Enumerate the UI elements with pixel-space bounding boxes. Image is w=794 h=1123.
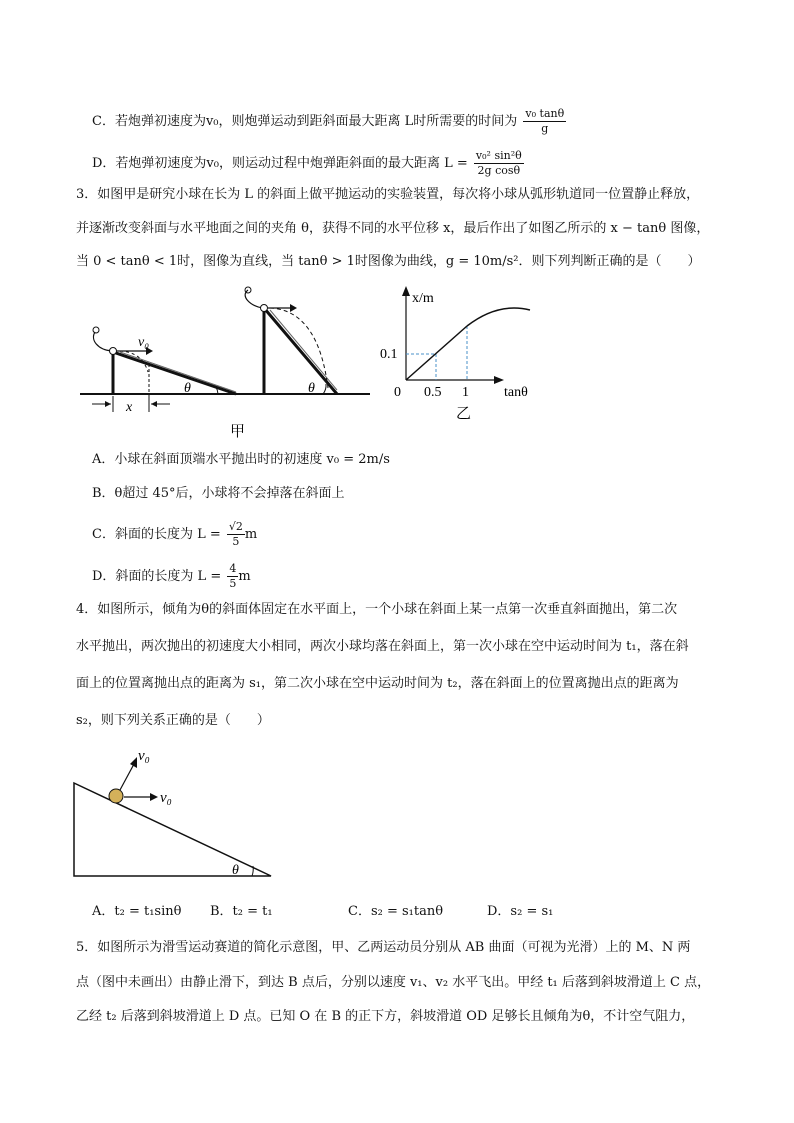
q3-option-d-text: D．斜面的长度为 L = bbox=[92, 569, 222, 584]
q4-line-1: 4．如图所示，倾角为θ的斜面体固定在水平面上，一个小球在斜面上某一点第一次垂直斜面抛出，第二次 bbox=[76, 602, 678, 617]
q5-line-2: 点（图中未画出）由静止滑下，到达 B 点后，分别以速度 v₁、v₂ 水平飞出。甲经 t₁ 后落到斜坡滑道上 C 点， bbox=[76, 975, 711, 990]
q3-option-c-numerator: √2 bbox=[228, 520, 243, 533]
q5-line-1: 5．如图所示为滑雪运动赛道的简化示意图，甲、乙两运动员分别从 AB 曲面（可视为光滑）上的 M、N 两 bbox=[76, 940, 691, 955]
q3-option-a: A．小球在斜面顶端水平抛出时的初速度 v₀ = 2m/s bbox=[92, 452, 390, 467]
q4-line-4: s₂，则下列关系正确的是（ ） bbox=[76, 713, 270, 728]
left-incline bbox=[113, 352, 236, 394]
perpendicular-v0-label: v₀ bbox=[138, 748, 150, 764]
graph-origin-label: 0 bbox=[394, 385, 401, 400]
graph-y-arrowhead bbox=[402, 286, 410, 296]
left-ball bbox=[110, 348, 117, 355]
graph-x-tick-0.5: 0.5 bbox=[424, 385, 442, 400]
q5-line-3: 乙经 t₂ 后落到斜坡滑道上 D 点。已知 O 在 B 的正下方，斜坡滑道 OD 足够长且倾角为θ，不计空气阻力， bbox=[76, 1009, 695, 1024]
q4-option-d: D．s₂ = s₁ bbox=[487, 904, 554, 919]
q3-line-3: 当 0 < tanθ < 1时，图像为直线，当 tanθ > 1时图像为曲线，g = 10m/s²．则下列判断正确的是（ ） bbox=[76, 254, 701, 269]
x-dim-right-arrowhead bbox=[151, 401, 157, 407]
graph-x-label: tanθ bbox=[504, 385, 528, 400]
incline-theta-label: θ bbox=[232, 863, 239, 878]
q3-option-d-numerator: 4 bbox=[229, 562, 237, 575]
perpendicular-velocity-arrow bbox=[120, 764, 134, 790]
graph-x-arrowhead bbox=[494, 376, 504, 384]
q3-option-c-fraction bbox=[227, 520, 245, 549]
q2-option-c-denominator: g bbox=[541, 122, 549, 135]
q3-option-b: B．θ超过 45°后，小球将不会掉落在斜面上 bbox=[92, 486, 345, 501]
q2-option-c-text: C．若炮弹初速度为v₀，则炮弹运动到距斜面最大距离 L时所需要的时间为 bbox=[92, 114, 518, 129]
graph-x-tick-1: 1 bbox=[462, 385, 469, 400]
q3-option-c-text: C．斜面的长度为 L = bbox=[92, 527, 221, 542]
q3-line-1: 3．如图甲是研究小球在长为 L 的斜面上做平抛运动的实验装置，每次将小球从弧形轨道同一位置静止释放， bbox=[76, 187, 700, 202]
left-release-point bbox=[93, 327, 99, 333]
ball bbox=[109, 789, 123, 803]
q2-option-c-fraction bbox=[523, 107, 566, 136]
q2-option-c-numerator: v₀ tanθ bbox=[525, 107, 565, 120]
right-velocity-arrowhead bbox=[290, 304, 297, 312]
q2-option-d-text: D．若炮弹初速度为v₀，则运动过程中炮弹距斜面的最大距离 L = bbox=[92, 156, 468, 171]
q3-option-c-unit: m bbox=[244, 527, 258, 542]
x-dim-left-arrowhead bbox=[105, 401, 111, 407]
q2-option-d-numerator: v₀² sin²θ bbox=[475, 149, 522, 162]
q3-figure-yi-graph bbox=[378, 282, 548, 422]
q4-option-b: B．t₂ = t₁ bbox=[210, 904, 273, 919]
x-dim-label: x bbox=[126, 400, 133, 415]
q2-option-d-denominator: 2g cosθ bbox=[477, 164, 521, 177]
q3-option-c bbox=[92, 520, 257, 549]
q3-option-d-unit: m bbox=[238, 569, 251, 584]
graph-curve-segment bbox=[467, 308, 530, 326]
right-ball bbox=[261, 305, 268, 312]
right-incline bbox=[264, 308, 337, 394]
q3-option-d-denominator: 5 bbox=[229, 577, 237, 590]
graph-y-label: x/m bbox=[412, 291, 434, 306]
left-arc-track bbox=[94, 332, 112, 351]
q3-line-2: 并逐渐改变斜面与水平地面之间的夹角 θ，获得不同的水平位移 x，最后作出了如图乙所示的 x − tanθ 图像， bbox=[76, 221, 710, 236]
right-theta-label: θ bbox=[308, 381, 315, 396]
figure-jia-caption: 甲 bbox=[230, 424, 246, 440]
q3-figure-jia bbox=[80, 280, 380, 440]
q4-option-c: C．s₂ = s₁tanθ bbox=[348, 904, 444, 919]
left-incline-edge bbox=[120, 352, 236, 392]
left-v0-label: v₀ bbox=[138, 335, 150, 350]
left-theta-label: θ bbox=[184, 381, 191, 396]
q4-line-2: 水平抛出，两次抛出的初速度大小相同，两次小球均落在斜面上，第一次小球在空中运动时间为 t₁，落在斜 bbox=[76, 639, 689, 654]
incline-triangle bbox=[74, 783, 271, 876]
horizontal-velocity-arrowhead bbox=[150, 793, 158, 801]
q2-option-d bbox=[92, 149, 524, 178]
horizontal-v0-label: v₀ bbox=[160, 790, 172, 806]
graph-y-tick-0.1: 0.1 bbox=[380, 347, 398, 362]
q3-option-d bbox=[92, 562, 251, 591]
q4-option-a: A．t₂ = t₁sinθ bbox=[92, 904, 182, 919]
q2-option-c bbox=[92, 107, 566, 136]
perpendicular-velocity-arrowhead bbox=[130, 757, 137, 768]
q3-option-c-denominator: 5 bbox=[232, 535, 240, 548]
q4-line-3: 面上的位置离抛出点的距离为 s₁，第二次小球在空中运动时间为 t₂，落在斜面上的位置离抛出点的距离为 bbox=[76, 676, 679, 691]
q2-option-d-fraction bbox=[474, 149, 524, 178]
right-angle-arc bbox=[323, 384, 326, 394]
figure-yi-caption: 乙 bbox=[456, 406, 472, 422]
q4-figure bbox=[66, 740, 286, 885]
q3-option-d-fraction bbox=[227, 562, 238, 591]
